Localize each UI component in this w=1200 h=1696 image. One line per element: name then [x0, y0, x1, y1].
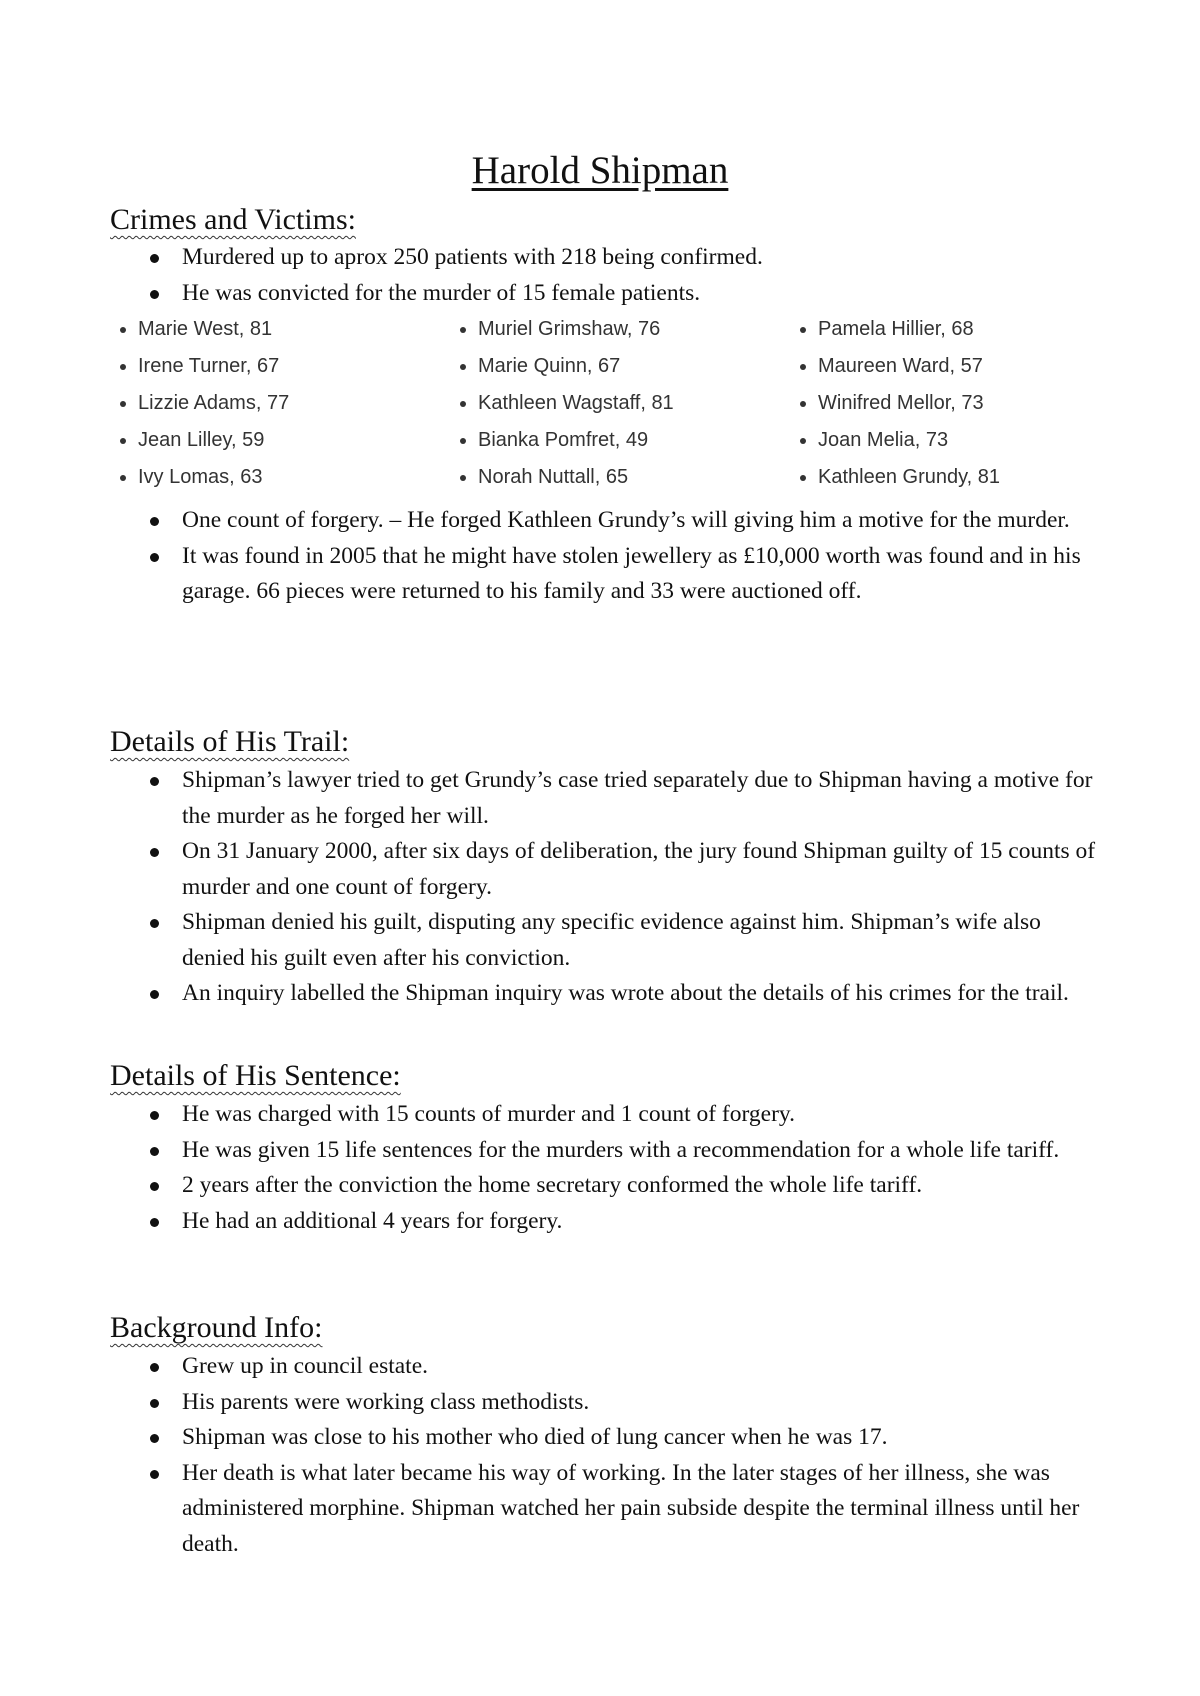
- bullet-icon: [460, 364, 466, 370]
- victim-item: [115, 350, 455, 387]
- victim-name: Jean Lilley, 59: [138, 429, 265, 451]
- list-item: [0, 976, 1100, 1012]
- victim-name: Pamela Hillier, 68: [818, 318, 974, 340]
- victim-item: [795, 350, 1055, 387]
- victim-name: Winifred Mellor, 73: [818, 392, 984, 414]
- section-heading-crimes: Crimes and Victims:: [110, 203, 356, 236]
- bullet-icon: [120, 401, 126, 407]
- section-heading-trial: Details of His Trail:: [110, 725, 350, 758]
- victim-name: Norah Nuttall, 65: [478, 466, 629, 488]
- victim-item: [455, 313, 795, 350]
- victim-name: Marie Quinn, 67: [478, 355, 621, 377]
- list-item: [0, 1204, 1100, 1240]
- page-title: Harold Shipman: [471, 149, 729, 192]
- victim-item: [455, 461, 795, 498]
- list-item: [0, 1456, 1100, 1563]
- victims-list: [115, 313, 1055, 498]
- section-heading-sentence: Details of His Sentence:: [110, 1059, 401, 1092]
- list-item: [0, 503, 1100, 539]
- list-item-text: He was convicted for the murder of 15 female patients.: [182, 279, 701, 306]
- victim-item: [795, 424, 1055, 461]
- victim-item: [455, 424, 795, 461]
- bullet-icon: [150, 1363, 159, 1372]
- victim-name: Lizzie Adams, 77: [138, 392, 290, 414]
- bullet-icon: [150, 848, 159, 857]
- bullet-icon: [150, 290, 159, 299]
- bullet-icon: [150, 517, 159, 526]
- list-item-text: Shipman was close to his mother who died of lung cancer when he was 17.: [182, 1424, 888, 1450]
- list-item-text: Shipman’s lawyer tried to get Grundy’s case tried separately due to Shipman having a motive for the murder as he forged her will.: [182, 767, 1093, 829]
- list-item-text: He had an additional 4 years for forgery.: [182, 1207, 563, 1234]
- bullet-icon: [460, 438, 466, 444]
- victim-item: [795, 461, 1055, 498]
- crimes-bullet-list-top: [0, 240, 1100, 311]
- bullet-icon: [120, 475, 126, 481]
- victim-name: Marie West, 81: [138, 318, 273, 340]
- bullet-icon: [150, 553, 159, 562]
- sentence-bullet-list: [0, 1097, 1100, 1239]
- bullet-icon: [150, 1111, 159, 1120]
- list-item-text: An inquiry labelled the Shipman inquiry was wrote about the details of his crimes for the trail.: [182, 980, 1069, 1006]
- list-item: [0, 240, 1100, 276]
- list-item-text: Murdered up to aprox 250 patients with 218 being confirmed.: [182, 244, 763, 270]
- victim-item: [115, 424, 455, 461]
- bullet-icon: [150, 919, 159, 928]
- bullet-icon: [120, 438, 126, 444]
- list-item: [0, 539, 1100, 610]
- bullet-icon: [150, 1218, 159, 1227]
- victim-name: Muriel Grimshaw, 76: [478, 318, 661, 340]
- list-item: [0, 1168, 1100, 1204]
- victim-name: Bianka Pomfret, 49: [478, 429, 649, 451]
- list-item-text: He was given 15 life sentences for the murders with a recommendation for a whole life tariff.: [182, 1136, 1060, 1163]
- list-item: [0, 834, 1100, 905]
- bullet-icon: [150, 1470, 159, 1479]
- trial-bullet-list: [0, 763, 1100, 1012]
- bullet-icon: [800, 475, 806, 481]
- victim-item: [455, 350, 795, 387]
- bullet-icon: [150, 1434, 159, 1443]
- bullet-icon: [460, 475, 466, 481]
- bullet-icon: [800, 401, 806, 407]
- victim-name: Kathleen Wagstaff, 81: [478, 392, 674, 414]
- bullet-icon: [800, 327, 806, 333]
- list-item: [0, 1097, 1100, 1133]
- bullet-icon: [800, 364, 806, 370]
- bullet-icon: [150, 254, 159, 263]
- list-item-text: Grew up in council estate.: [182, 1353, 429, 1379]
- list-item-text: He was charged with 15 counts of murder and 1 count of forgery.: [182, 1101, 796, 1127]
- list-item-text: 2 years after the conviction the home secretary conformed the whole life tariff.: [182, 1172, 923, 1198]
- section-heading-background: Background Info:: [110, 1311, 323, 1344]
- victim-name: Kathleen Grundy, 81: [818, 466, 1000, 488]
- list-item: [0, 276, 1100, 312]
- bullet-icon: [150, 990, 159, 999]
- victim-item: [115, 313, 455, 350]
- victim-item: [115, 387, 455, 424]
- list-item: [0, 763, 1100, 834]
- bullet-icon: [460, 401, 466, 407]
- victim-item: [795, 387, 1055, 424]
- list-item: [0, 1349, 1100, 1385]
- bullet-icon: [120, 364, 126, 370]
- bullet-icon: [150, 1147, 159, 1156]
- list-item: [0, 905, 1100, 976]
- victim-name: Maureen Ward, 57: [818, 355, 983, 377]
- victim-name: Irene Turner, 67: [138, 355, 280, 377]
- victim-name: Ivy Lomas, 63: [138, 466, 263, 488]
- victim-name: Joan Melia, 73: [818, 429, 949, 451]
- bullet-icon: [150, 1182, 159, 1191]
- background-bullet-list: [0, 1349, 1100, 1562]
- list-item-text: Shipman denied his guilt, disputing any specific evidence against him. Shipman’s wife also denied his guilt even after his conviction.: [182, 909, 1041, 971]
- list-item-text: On 31 January 2000, after six days of deliberation, the jury found Shipman guilty of 15 counts of murder and one count of forgery.: [182, 838, 1096, 900]
- list-item-text: Her death is what later became his way of working. In the later stages of her illness, she was administered morphine. Shipman watched her pain subside despite the terminal illness until her death.: [182, 1459, 1080, 1557]
- list-item: [0, 1420, 1100, 1456]
- list-item-text: One count of forgery. – He forged Kathleen Grundy’s will giving him a motive for the murder.: [182, 507, 1070, 533]
- bullet-icon: [460, 327, 466, 333]
- victim-item: [455, 387, 795, 424]
- crimes-bullet-list-bottom: [0, 503, 1100, 610]
- bullet-icon: [800, 438, 806, 444]
- bullet-icon: [120, 327, 126, 333]
- list-item: [0, 1133, 1100, 1169]
- list-item-text: His parents were working class methodists.: [182, 1388, 590, 1415]
- bullet-icon: [150, 1399, 159, 1408]
- list-item: [0, 1385, 1100, 1421]
- victim-item: [115, 461, 455, 498]
- list-item-text: It was found in 2005 that he might have stolen jewellery as £10,000 worth was found and in his garage. 66 pieces were returned to his family and 33 were auctioned off.: [182, 542, 1081, 604]
- bullet-icon: [150, 777, 159, 786]
- victim-item: [795, 313, 1055, 350]
